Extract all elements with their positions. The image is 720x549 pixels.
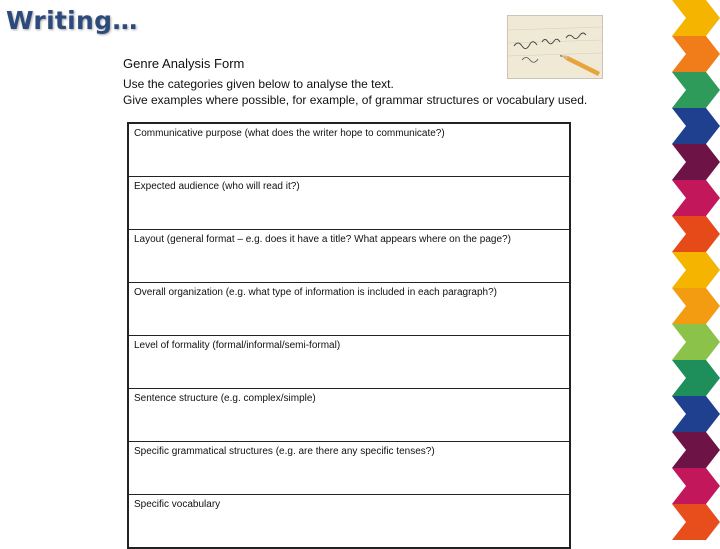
- chevron-segment: [672, 108, 720, 144]
- chevron-segment: [672, 72, 720, 108]
- form-instructions: [123, 76, 587, 108]
- form-field-level-of-formality[interactable]: Level of formality (formal/informal/semi-formal): [128, 336, 570, 389]
- table-row: [128, 283, 570, 336]
- chevron-segment: [672, 432, 720, 468]
- form-field-communicative-purpose[interactable]: Communicative purpose (what does the writer hope to communicate?): [128, 123, 570, 177]
- slide-title: Writing…: [6, 6, 138, 35]
- chevron-segment: [672, 144, 720, 180]
- table-row: [128, 389, 570, 442]
- chevron-segment: [672, 216, 720, 252]
- form-field-layout[interactable]: Layout (general format – e.g. does it have a title? What appears where on the page?): [128, 230, 570, 283]
- table-row: [128, 442, 570, 495]
- form-field-overall-organization[interactable]: Overall organization (e.g. what type of information is included in each paragraph?): [128, 283, 570, 336]
- chevron-segment: [672, 252, 720, 288]
- chevron-segment: [672, 288, 720, 324]
- handwriting-pencil-photo: [507, 15, 603, 79]
- chevron-segment: [672, 0, 720, 36]
- form-heading: Genre Analysis Form: [123, 56, 245, 71]
- table-row: [128, 177, 570, 230]
- table-row: [128, 336, 570, 389]
- genre-analysis-table: [127, 122, 571, 549]
- form-field-specific-vocabulary[interactable]: Specific vocabulary: [128, 495, 570, 549]
- chevron-segment: [672, 396, 720, 432]
- table-row: [128, 230, 570, 283]
- table-row: [128, 123, 570, 177]
- instruction-line: Use the categories given below to analyse the text.: [123, 77, 394, 91]
- chevron-segment: [672, 180, 720, 216]
- chevron-segment: [672, 36, 720, 72]
- chevron-segment: [672, 360, 720, 396]
- chevron-segment: [672, 504, 720, 540]
- chevron-segment: [672, 324, 720, 360]
- chevron-segment: [672, 468, 720, 504]
- instruction-line: Give examples where possible, for example, of grammar structures or vocabulary used.: [123, 93, 588, 107]
- form-field-grammatical-structures[interactable]: Specific grammatical structures (e.g. are there any specific tenses?): [128, 442, 570, 495]
- form-field-sentence-structure[interactable]: Sentence structure (e.g. complex/simple): [128, 389, 570, 442]
- decorative-chevron-stripe: [660, 0, 720, 540]
- form-field-expected-audience[interactable]: Expected audience (who will read it?): [128, 177, 570, 230]
